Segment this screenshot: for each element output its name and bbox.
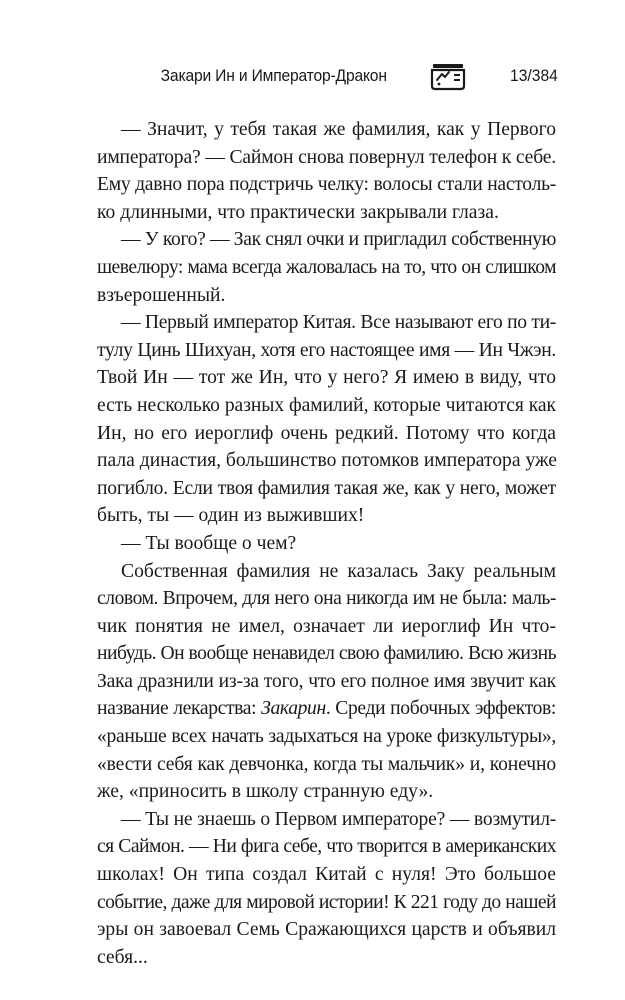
text-line: — Ты вообще о чем?	[121, 532, 297, 554]
text-line: Ему давно пора подстричь челку: волосы стали настоль-	[97, 174, 556, 196]
text-line: «раньше всех начать задыхаться на уроке физкультуры»,	[97, 726, 556, 748]
text-line: Зака дразнили из-за того, что его полное имя звучит как	[97, 670, 556, 692]
text-line: Собственная фамилия не казалась Заку реальным	[121, 560, 556, 582]
text-line: — Значит, у тебя такая же фамилия, как у Первого	[121, 119, 556, 140]
book-text-body	[97, 116, 556, 971]
text-line: пала династия, большинство потомков императора уже	[97, 450, 557, 472]
text-line: же, «приносить в школу странную еду».	[97, 781, 434, 803]
text-line: погибло. Если твоя фамилия такая же, как у него, может	[97, 477, 556, 499]
text-line: чик понятия не имел, означает ли иероглиф Ин что-	[97, 615, 556, 637]
text-line: эры он завоевал Семь Сражающихся царств и объявил	[97, 919, 556, 941]
text-line: нибудь. Он вообще ненавидел свою фамилию. Всю жизнь	[97, 643, 556, 665]
text-line: императора? — Саймон снова повернул телефон к себе.	[97, 146, 556, 168]
book-title: Закари Ин и Император-Дракон	[160, 66, 387, 85]
text-line: тулу Цинь Шихуан, хотя его настоящее имя — Ин Чжэн.	[97, 339, 556, 361]
text-line: — У кого? — Зак снял очки и пригладил собственную	[121, 229, 556, 251]
italic-drug-name: Закарин	[261, 698, 326, 720]
text-line: взъерошенный.	[97, 284, 226, 306]
text-line: шевелюру: мама всегда жаловалась на то, что он слишком	[97, 256, 556, 278]
text-line: Твой Ин — тот же Ин, что у него? Я имею в виду, что	[97, 367, 556, 389]
text-line	[97, 695, 556, 723]
text-line: «вести себя как девчонка, когда ты мальчик» и, конечно	[97, 753, 556, 775]
text-line: словом. Впрочем, для него она никогда им не была: маль-	[97, 588, 556, 610]
running-header	[0, 62, 625, 92]
text-line: ко длинными, что практически закрывали глаза.	[97, 201, 499, 223]
text-line: есть несколько разных фамилий, которые читаются как	[97, 394, 556, 416]
text-line: событие, даже для мировой истории! К 221 году до нашей	[97, 891, 556, 913]
text-segment: название лекарства:	[97, 698, 262, 720]
text-line: — Ты не знаешь о Первом императоре? — возмутил-	[121, 808, 557, 830]
text-segment: . Среди побочных эффектов:	[325, 698, 557, 720]
text-line: быть, ты — один из выживших!	[97, 505, 365, 527]
tablet-reader-icon	[428, 62, 468, 92]
text-line: школах! Он типа создал Китай с нуля! Это большое	[97, 864, 556, 886]
text-line: Ин, но его иероглиф очень редкий. Потому что когда	[97, 422, 556, 444]
text-line: — Первый император Китая. Все называют его по ти-	[121, 312, 556, 334]
page-number: 13/384	[510, 66, 558, 85]
text-line: ся Саймон. — Ни фига себе, что творится в американских	[97, 836, 556, 858]
text-line: себя...	[97, 946, 148, 968]
